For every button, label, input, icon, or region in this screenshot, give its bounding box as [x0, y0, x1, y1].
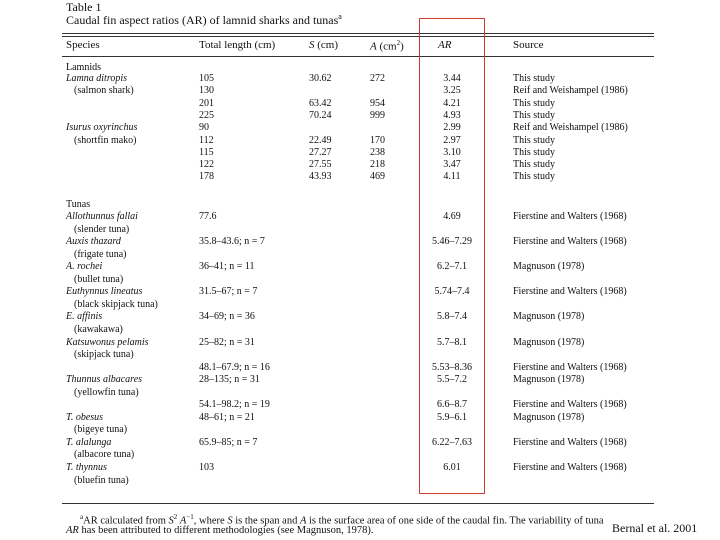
total-length: 178: [199, 171, 214, 183]
species-name: Auxis thazard: [66, 236, 121, 248]
species-name: Allothunnus fallai: [66, 211, 138, 222]
source-ref: This study: [513, 73, 555, 84]
source-ref: This study: [513, 146, 555, 158]
species-name: Thunnus albacares: [66, 374, 143, 386]
ar-value: 3.25: [443, 85, 461, 97]
common-name: (kawakawa): [74, 323, 123, 335]
area-value: 170: [370, 134, 385, 146]
source-ref: Fierstine and Walters (1968): [513, 361, 627, 373]
total-length: 103: [199, 462, 214, 473]
source-ref: Magnuson (1978): [513, 411, 585, 423]
section-lamnids: Lamnids: [66, 62, 101, 73]
total-length: 77.6: [199, 211, 217, 222]
common-name: (shortfin mako): [74, 134, 137, 146]
total-length: 54.1–98.2; n = 19: [199, 399, 270, 411]
ar-value: 4.21: [443, 97, 461, 109]
common-name: (black skipjack tuna): [74, 298, 158, 310]
common-name: (skipjack tuna): [74, 349, 134, 361]
total-length: 34–69; n = 36: [199, 311, 255, 323]
ar-value: 6.01: [443, 462, 461, 473]
section-tunas: Tunas: [66, 199, 91, 210]
source-ref: Magnuson (1978): [513, 336, 585, 348]
ar-value: 5.7–8.1: [437, 336, 467, 348]
total-length: 48–61; n = 21: [199, 411, 255, 423]
total-length: 105: [199, 73, 214, 84]
ar-value: 4.69: [443, 211, 461, 222]
source-ref: This study: [513, 97, 555, 109]
total-length: 122: [199, 159, 214, 171]
common-name: (yellowfin tuna): [74, 386, 139, 398]
common-name: (salmon shark): [74, 85, 134, 97]
source-ref: Reif and Weishampel (1986): [513, 85, 628, 97]
total-length: 115: [199, 146, 214, 158]
ar-value: 5.53–8.36: [432, 361, 472, 373]
total-length: 36–41; n = 11: [199, 261, 255, 273]
col-header-length: Total length (cm): [199, 39, 276, 51]
area-value: 218: [370, 159, 385, 171]
total-length: 112: [199, 134, 214, 146]
ar-column-highlight: [419, 18, 485, 494]
species-name: Lamna ditropis: [66, 73, 128, 84]
total-length: 201: [199, 97, 214, 109]
col-header-ar: AR: [438, 39, 452, 51]
col-header-a: A $(cm^2)$: [370, 39, 404, 53]
header-rule: [62, 56, 654, 57]
source-ref: Magnuson (1978): [513, 261, 585, 273]
total-length: 225: [199, 109, 214, 121]
ar-value: 6.2–7.1: [437, 261, 467, 273]
ar-value: 5.74–7.4: [434, 286, 470, 298]
ar-value: 5.5–7.2: [437, 374, 467, 386]
footnote-line-1: $^a$AR calculated from $S^2$ $A^{-1}$, where S is the span and A is the surface area of one side of the caudal fin. The variability of tuna: [80, 513, 604, 527]
total-length: 130: [199, 85, 214, 97]
species-name: E. affinis: [66, 311, 103, 323]
source-ref: This study: [513, 134, 555, 146]
common-name: (bullet tuna): [74, 273, 124, 285]
common-name: (bigeye tuna): [74, 424, 128, 436]
top-rule: [62, 33, 654, 34]
col-header-s: S (cm): [309, 39, 339, 51]
source-ref: Fierstine and Walters (1968): [513, 211, 627, 222]
span-value: 63.42: [309, 97, 332, 109]
table-caption: Caudal fin aspect ratios (AR) of lamnid sharks and tunas$^a$: [66, 12, 342, 27]
species-name: T. obesus: [66, 411, 104, 423]
ar-value: 5.46–7.29: [432, 236, 472, 248]
species-name: T. alalunga: [66, 436, 112, 448]
common-name: (bluefin tuna): [74, 474, 129, 486]
total-length: 90: [199, 122, 209, 134]
area-value: 999: [370, 109, 385, 121]
footnote-line-2: AR has been attributed to different methodologies (see Magnuson, 1978).: [66, 525, 374, 536]
total-length: 28–135; n = 31: [199, 374, 260, 386]
source-ref: Fierstine and Walters (1968): [513, 236, 627, 248]
ar-value: 4.93: [443, 109, 461, 121]
area-value: 954: [370, 97, 385, 109]
ar-value: 5.9–6.1: [437, 411, 467, 423]
ar-value: 3.47: [443, 159, 461, 171]
common-name: (slender tuna): [74, 223, 130, 235]
source-ref: Reif and Weishampel (1986): [513, 122, 628, 134]
bottom-rule: [62, 503, 654, 504]
ar-value: 4.11: [443, 171, 461, 183]
species-name: Euthynnus lineatus: [66, 286, 143, 298]
source-ref: This study: [513, 159, 555, 171]
source-ref: Magnuson (1978): [513, 374, 585, 386]
source-ref: Magnuson (1978): [513, 311, 585, 323]
source-ref: This study: [513, 109, 555, 121]
total-length: 65.9–85; n = 7: [199, 436, 258, 448]
total-length: 48.1–67.9; n = 16: [199, 361, 270, 373]
source-ref: This study: [513, 171, 555, 183]
area-value: 272: [370, 73, 385, 84]
span-value: 43.93: [309, 171, 332, 183]
ar-value: 3.44: [443, 73, 461, 84]
span-value: 22.49: [309, 134, 332, 146]
species-name: T. thynnus: [66, 462, 107, 473]
col-header-species: Species: [66, 39, 100, 51]
total-length: 31.5–67; n = 7: [199, 286, 258, 298]
area-value: 238: [370, 146, 385, 158]
span-value: 70.24: [309, 109, 332, 121]
ar-value: 6.22–7.63: [432, 436, 472, 448]
species-name: Isurus oxyrinchus: [66, 122, 138, 134]
span-value: 30.62: [309, 73, 332, 84]
area-value: 469: [370, 171, 385, 183]
common-name: (frigate tuna): [74, 248, 127, 260]
source-ref: Fierstine and Walters (1968): [513, 462, 627, 473]
col-header-source: Source: [513, 39, 544, 51]
top-rule-2: [62, 36, 654, 37]
species-name: Katsuwonus pelamis: [66, 336, 149, 348]
ar-value: 2.97: [443, 134, 461, 146]
common-name: (albacore tuna): [74, 449, 135, 461]
span-value: 27.27: [309, 146, 332, 158]
ar-value: 6.6–8.7: [437, 399, 467, 411]
species-name: A. rochei: [66, 261, 103, 273]
source-ref: Fierstine and Walters (1968): [513, 436, 627, 448]
span-value: 27.55: [309, 159, 332, 171]
source-ref: Fierstine and Walters (1968): [513, 286, 627, 298]
ar-value: 3.10: [443, 146, 461, 158]
total-length: 35.8–43.6; n = 7: [199, 236, 265, 248]
ar-value: 2.99: [443, 122, 461, 134]
ar-value: 5.8–7.4: [437, 311, 467, 323]
table-number: Table 1: [66, 0, 102, 14]
source-ref: Fierstine and Walters (1968): [513, 399, 627, 411]
total-length: 25–82; n = 31: [199, 336, 255, 348]
credit-label: Bernal et al. 2001: [612, 521, 698, 535]
